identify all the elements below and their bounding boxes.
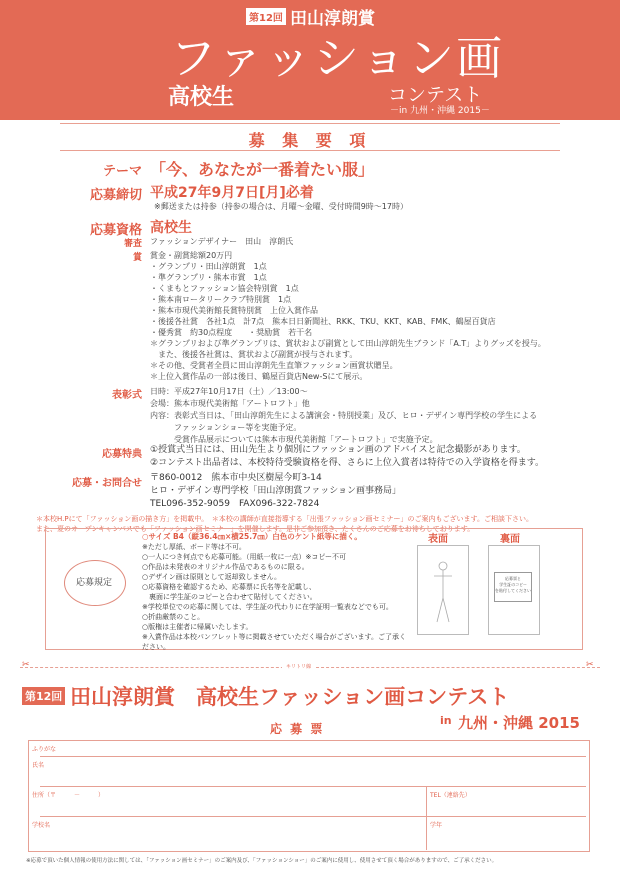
rules-label: 応募規定	[75, 578, 112, 588]
ceremony-line: 受賞作品展示については熊本市現代美術館「アートロフト」で実施予定。	[150, 435, 438, 444]
deadline-label: 応募締切	[89, 188, 142, 203]
note-line: また、夏のオープンキャンパスでも「ファッション画セミナー」を開催します。是非ご参加頂き、たくさんのご応募をお待ちしております。	[36, 525, 475, 533]
form-venue: 九州・沖縄 2015	[458, 714, 580, 732]
title-contest: コンテスト	[388, 84, 483, 106]
form-title: 田山淳朗賞 高校生ファッション画コンテスト	[70, 685, 510, 709]
furigana-label: ふりがな	[32, 746, 57, 753]
benefits-list	[150, 444, 600, 470]
ceremony-line: 内容：表彰式当日は、「田山淳朗先生による講演会・特別授業」及び、ヒロ・デザイン専門学校の学生による	[150, 411, 538, 420]
ceremony-line: 日時：平成27年10月17日（土）／13:00～	[150, 387, 308, 396]
scissors-icon: ✂	[586, 660, 594, 670]
award-name: 田山淳朗賞	[290, 9, 375, 29]
theme-label: テーマ	[102, 164, 142, 179]
prize-item: 賞金・副賞総額20万円	[150, 251, 233, 260]
cut-label: キリトリ線	[282, 663, 315, 670]
grade-field[interactable]	[460, 820, 580, 846]
divider	[60, 123, 560, 124]
ceremony-list	[150, 386, 600, 446]
benefit-line: ①授賞式当日には、田山先生より個別にファッション画のアドバイスと記念撮影があります。	[150, 445, 526, 455]
note-line: ＊本校H.Pにて「ファッション画の描き方」を掲載中。 ＊本校の講師が直接指導する「出張ファッション画セミナー」のご案内もございます。ご相談下さい。	[36, 515, 533, 523]
prize-note: また、後援各社賞は、賞状および副賞が授与されます。	[150, 350, 358, 359]
rule-item: ※入賞作品は本校パンフレット等に掲載させていただく場合がございます。ご了承ください。	[142, 633, 406, 651]
edition-badge: 第12回	[246, 8, 286, 25]
rule-item: ※ただし厚紙、ボード等は不可。	[142, 543, 246, 551]
ceremony-line: 会場：熊本市現代美術館「アートロフト」他	[150, 399, 310, 408]
deadline-note: ※郵送または持参（持参の場合は、月曜～金曜、受付時間9時～17時）	[154, 202, 408, 211]
judge-value: ファッションデザイナー 田山 淳朗氏	[150, 237, 294, 246]
prize-note: ＊グランプリおよび準グランプリは、賞状および副賞として田山淳朗先生ブランド「A.T」よりグッズを授与。	[150, 339, 546, 348]
rule-item: ○デザイン画は原則として返却致しません。	[142, 573, 282, 581]
title-highschool: 高校生	[168, 85, 235, 110]
ceremony-label: 表彰式	[112, 390, 142, 401]
prize-item: ・グランプリ・田山淳朗賞 1点	[150, 262, 267, 271]
prize-item: ・後援各社賞 各社1点 計7点 熊本日日新聞社、RKK、TKU、KKT、KAB、FMK、鶴屋百貨店	[150, 317, 496, 326]
prize-label: 賞	[132, 253, 142, 263]
rule-item: ○作品は未発表のオリジナル作品であるものに限る。	[142, 563, 309, 571]
contact-list	[150, 472, 600, 511]
rule-item: ○応募資格を確認するため、応募票に氏名等を記載し、	[142, 583, 316, 591]
name-label: 氏名	[32, 762, 45, 769]
contact-line: TEL096-352-9059 FAX096-322-7824	[150, 499, 320, 509]
header-venue: －in 九州・沖縄 2015－	[390, 106, 490, 116]
theme-value: 「今、あなたが一番着たい服」	[150, 160, 375, 179]
prize-item: ・熊本南ロータリークラブ特別賞 1点	[150, 295, 292, 304]
school-field[interactable]	[80, 820, 420, 846]
back-label: 裏面	[500, 534, 520, 545]
scissors-icon: ✂	[22, 660, 30, 670]
rule-item: 裏面に学生証のコピーと合わせて貼付してください。	[142, 593, 317, 601]
address-field[interactable]	[120, 790, 420, 814]
back-box-line: 応募票と	[505, 576, 521, 581]
name-field[interactable]	[80, 760, 580, 784]
front-sheet	[417, 545, 469, 635]
prize-item: ・くまもとファッション協会特別賞 1点	[150, 284, 299, 293]
grade-label: 学年	[430, 822, 443, 829]
form-divider	[40, 786, 586, 787]
form-divider	[40, 756, 586, 757]
section-title: 募 集 要 項	[248, 131, 372, 150]
prize-list	[150, 250, 590, 382]
prize-note: ＊その他、受賞者全員に田山淳朗先生直筆ファッション画賞状贈呈。	[150, 361, 398, 370]
figure-icon	[418, 546, 468, 634]
eligibility-label: 応募資格	[89, 223, 142, 238]
ceremony-line: ファッションショー等を実施予定。	[150, 423, 302, 432]
tel-field[interactable]	[470, 790, 580, 814]
address-label: 住所（〒 － ）	[32, 792, 105, 799]
privacy-footer: ※応募で頂いた個人情報の使用方法に関しては、「ファッション画セミナー」のご案内及び、「ファッションショー」のご案内に使用し、使用させて頂く場合がありますので、ご了承ください。	[26, 858, 498, 864]
prize-item: ・準グランプリ・熊本市賞 1点	[150, 273, 267, 282]
id-copy-box	[494, 572, 532, 602]
form-divider	[426, 786, 427, 850]
contact-label: 応募・お問合せ	[72, 478, 142, 489]
back-box-line: 学生証のコピー	[499, 582, 527, 587]
form-divider	[40, 816, 586, 817]
deadline-value: 平成27年9月7日[月]必着	[150, 185, 314, 201]
prize-note: ＊上位入賞作品の一部は後日、鶴屋百貨店New-Sにて展示。	[150, 372, 368, 381]
form-subtitle: 応 募 票	[270, 722, 325, 736]
front-label: 表面	[428, 534, 448, 545]
rules-list	[142, 532, 412, 652]
contact-line: 〒860-0012 熊本市中央区樹屋今町3-14	[150, 473, 322, 483]
rule-item: ※学校単位での応募に関しては、学生証の代わりに在学証明一覧表などでも可。	[142, 603, 393, 611]
rule-item: ○サイズ B4（縦36.4㎝×横25.7㎝）白色のケント紙等に描く。	[142, 532, 362, 541]
title-fashion: ファッション画	[170, 31, 505, 85]
back-box-line: を貼付してください	[495, 588, 531, 593]
prize-item: ・優秀賞 約30点程度 ・奨励賞 若干名	[150, 328, 313, 337]
rule-item: ○折曲厳禁のこと。	[142, 613, 205, 621]
furigana-field[interactable]	[80, 744, 580, 754]
rule-item: ○一人につき何点でも応募可能。（用紙一枚に一点）※コピー不可	[142, 553, 347, 561]
divider	[60, 150, 560, 151]
contact-line: ヒロ・デザイン専門学校「田山淳朗賞ファッション画事務局」	[150, 486, 402, 496]
form-venue-in: in	[440, 714, 452, 727]
form-edition-badge: 第12回	[22, 687, 65, 705]
prize-item: ・熊本市現代美術館長賞特別賞 上位入賞作品	[150, 306, 318, 315]
benefits-label: 応募特典	[102, 449, 142, 460]
school-label: 学校名	[32, 822, 51, 829]
eligibility-value: 高校生	[150, 220, 192, 236]
tel-label: TEL（連絡先）	[430, 792, 471, 799]
rule-item: ○版権は主催者に帰属いたします。	[142, 623, 253, 631]
judge-label: 審査	[123, 239, 142, 249]
benefit-line: ②コンテスト出品者は、本校特待受験資格を得、さらに上位入賞者は特待での入学資格を得ます。	[150, 458, 544, 468]
